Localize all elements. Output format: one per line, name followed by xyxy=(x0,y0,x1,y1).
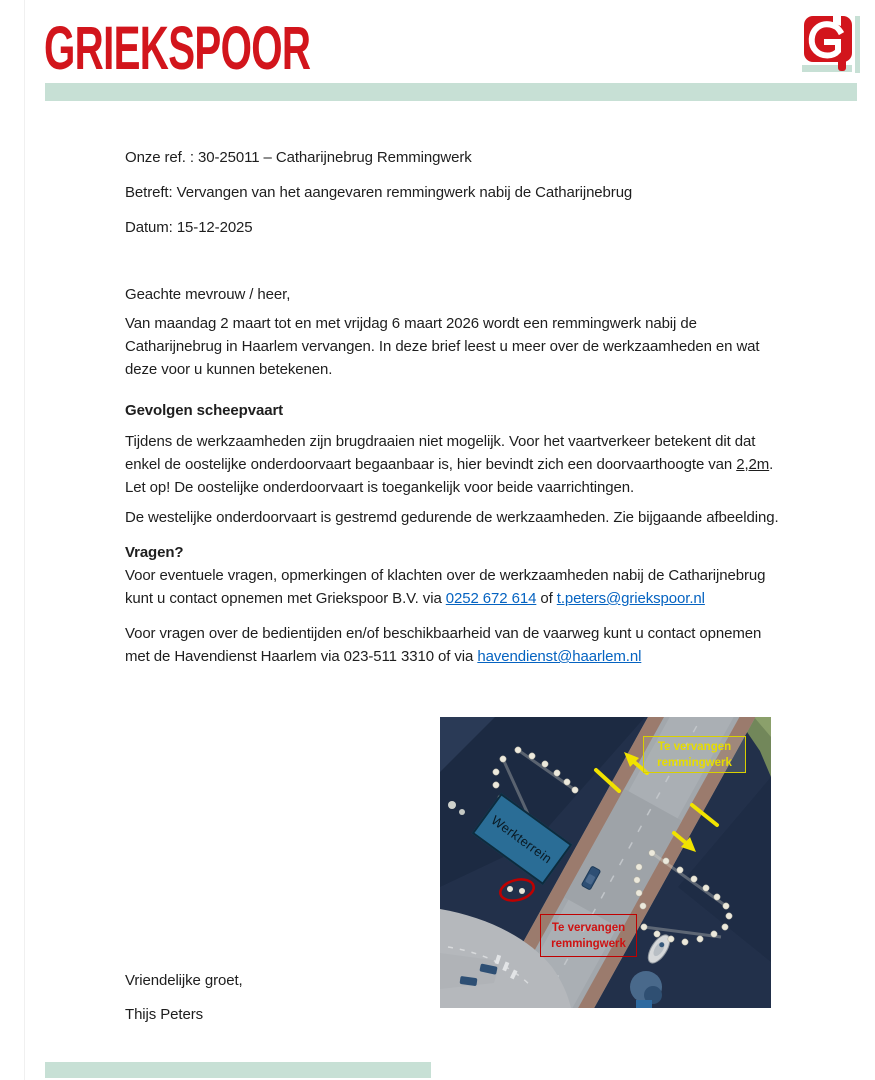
closing: Vriendelijke groet, xyxy=(125,972,243,989)
page-edge-line xyxy=(24,0,25,1080)
aerial-photo xyxy=(440,717,771,1008)
questions-text-2: of xyxy=(536,590,557,607)
heading-shipping: Gevolgen scheepvaart xyxy=(125,402,284,419)
worksite-label: Werkterrein xyxy=(488,811,556,867)
phone-link[interactable]: 0252 672 614 xyxy=(445,590,537,607)
questions-text-1: Voor eventuele vragen, opmerkingen of klachten over de werkzaamheden nabij de Catharijnebrug kunt u contact opnemen met Griekspoor B.V. via xyxy=(125,567,766,607)
salutation: Geachte mevrouw / heer, xyxy=(125,286,291,303)
harbor-text: Voor vragen over de bedientijden en/of beschikbaarheid van de vaarweg kunt u contact opnemen met de Havendienst Haarlem via 023-511 3310 of via xyxy=(125,625,762,665)
email-link[interactable]: t.peters@griekspoor.nl xyxy=(556,590,705,607)
shipping-text-1: Tijdens de werkzaamheden zijn brugdraaien niet mogelijk. Voor het vaartverkeer betekent dit dat enkel de oostelijke onderdoorvaart begaanbaar is, hier bevindt zich een doorvaarthoogte van xyxy=(125,433,756,473)
header-accent-bar xyxy=(45,83,857,101)
intro-paragraph: Van maandag 2 maart tot en met vrijdag 6 maart 2026 wordt een remmingwerk nabij de Catharijnebrug in Haarlem vervangen. In deze brief leest u meer over de werkzaamheden en wat deze voor u kunnen betekenen. xyxy=(125,315,760,378)
griekspoor-wordmark: GRIEKSPOOR xyxy=(44,14,311,82)
subject-line: Betreft: Vervangen van het aangevaren remmingwerk nabij de Catharijnebrug xyxy=(125,184,633,201)
label-yellow-remmingwerk: Te vervangen remmingwerk xyxy=(643,736,746,773)
harbor-email-link[interactable]: havendienst@haarlem.nl xyxy=(477,648,642,665)
questions-block xyxy=(125,541,780,610)
reference-line: Onze ref. : 30-25011 – Catharijnebrug Remmingwerk xyxy=(125,149,472,166)
closure-paragraph: De westelijke onderdoorvaart is gestremd gedurende de werkzaamheden. Zie bijgaande afbeelding. xyxy=(125,509,779,526)
harbor-paragraph xyxy=(125,622,780,668)
clearance-height: 2,2m xyxy=(736,456,770,473)
signature: Thijs Peters xyxy=(125,1006,203,1023)
date-line: Datum: 15-12-2025 xyxy=(125,219,253,236)
footer-accent-bar xyxy=(45,1062,431,1078)
label-red-remmingwerk: Te vervangen remmingwerk xyxy=(540,914,637,957)
griekspoor-logo-icon xyxy=(800,14,862,78)
shipping-paragraph xyxy=(125,430,780,499)
heading-questions: Vragen? xyxy=(125,544,184,561)
shipping-text-2: . Let op! De oostelijke onderdoorvaart is toegankelijk voor beide vaarrichtingen. xyxy=(125,456,774,496)
questions-paragraph xyxy=(125,564,780,610)
